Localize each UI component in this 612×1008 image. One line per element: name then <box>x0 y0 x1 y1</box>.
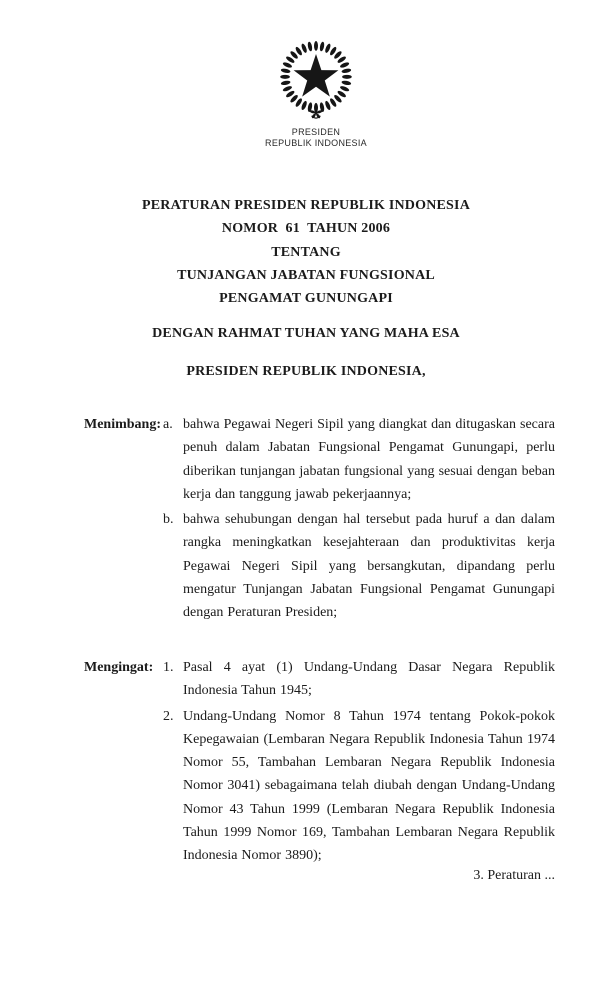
recalling-colon: : <box>148 660 154 675</box>
recalling-item-1-marker: 1. <box>163 660 174 675</box>
regulation-title-block <box>0 194 612 310</box>
letterhead-presiden-label: PRESIDEN <box>291 127 341 137</box>
recalling-label-text: Mengingat <box>84 660 149 675</box>
enacting-authority-line: PRESIDEN REPUBLIK INDONESIA, <box>186 364 426 379</box>
page-catchword: 3. Peraturan ... <box>473 868 555 883</box>
title-regulation-name: PERATURAN PRESIDEN REPUBLIK INDONESIA <box>141 198 471 213</box>
star-icon <box>294 54 339 97</box>
recalling-item-2-text: Undang-Undang Nomor 8 Tahun 1974 tentang Pokok-pokok Kepegawaian (Lembaran Negara Republik Indonesia Tahun 1974 Nomor 55, Tambahan Lembaran Negara Republik Indonesia Nomor 3041) sebagaimana telah diubah dengan Undang-Undang Nomor 43 Tahun 1999 (Lembaran Negara Republik Indonesia Tahun 1999 Nomor 169, Tambahan Lembaran Negara Republik Indonesia Nomor 3890); <box>183 708 555 864</box>
considering-label <box>84 413 162 506</box>
considering-item-b-marker: b. <box>163 512 174 528</box>
presidential-seal-icon <box>279 40 353 124</box>
title-number-year: NOMOR 61 TAHUN 2006 <box>221 221 391 237</box>
letterhead-republik-indonesia-label: REPUBLIK INDONESIA <box>265 138 367 148</box>
considering-item-a-marker: a. <box>163 417 173 432</box>
invocation-line: DENGAN RAHMAT TUHAN YANG MAHA ESA <box>152 326 460 341</box>
recalling-label <box>84 656 152 703</box>
considering-item-b-text: bahwa sehubungan dengan hal tersebut pada huruf a dan dalam rangka meningkatkan kesejahteraan dan produktivitas kerja Pegawai Negeri Sipil yang bersangkutan, dipandang perlu mengatur Tunjangan Jabatan Fungsional Pengamat Gunungapi dengan Peraturan Presiden; <box>183 512 555 621</box>
title-tentang: TENTANG <box>271 244 341 260</box>
considering-item-a-text: bahwa Pegawai Negeri Sipil yang diangkat dan ditugaskan secara penuh dalam Jabatan Fungsional Pengamat Gunungapi, perlu diberikan tunjangan jabatan fungsional yang sesuai dengan beban kerja dan tanggung jawab pekerjaannya; <box>183 417 555 502</box>
considering-section <box>84 413 555 625</box>
recalling-item-2-marker: 2. <box>163 708 174 724</box>
title-subject-line2: PENGAMAT GUNUNGAPI <box>219 291 393 306</box>
considering-colon: : <box>156 417 162 432</box>
letterhead <box>216 127 416 149</box>
title-subject-line1: TUNJANGAN JABATAN FUNGSIONAL <box>177 267 435 283</box>
recalling-item-1-text: Pasal 4 ayat (1) Undang-Undang Dasar Negara Republik Indonesia Tahun 1945; <box>183 660 555 699</box>
considering-label-text: Menimbang <box>84 417 157 432</box>
recalling-section <box>84 656 555 868</box>
